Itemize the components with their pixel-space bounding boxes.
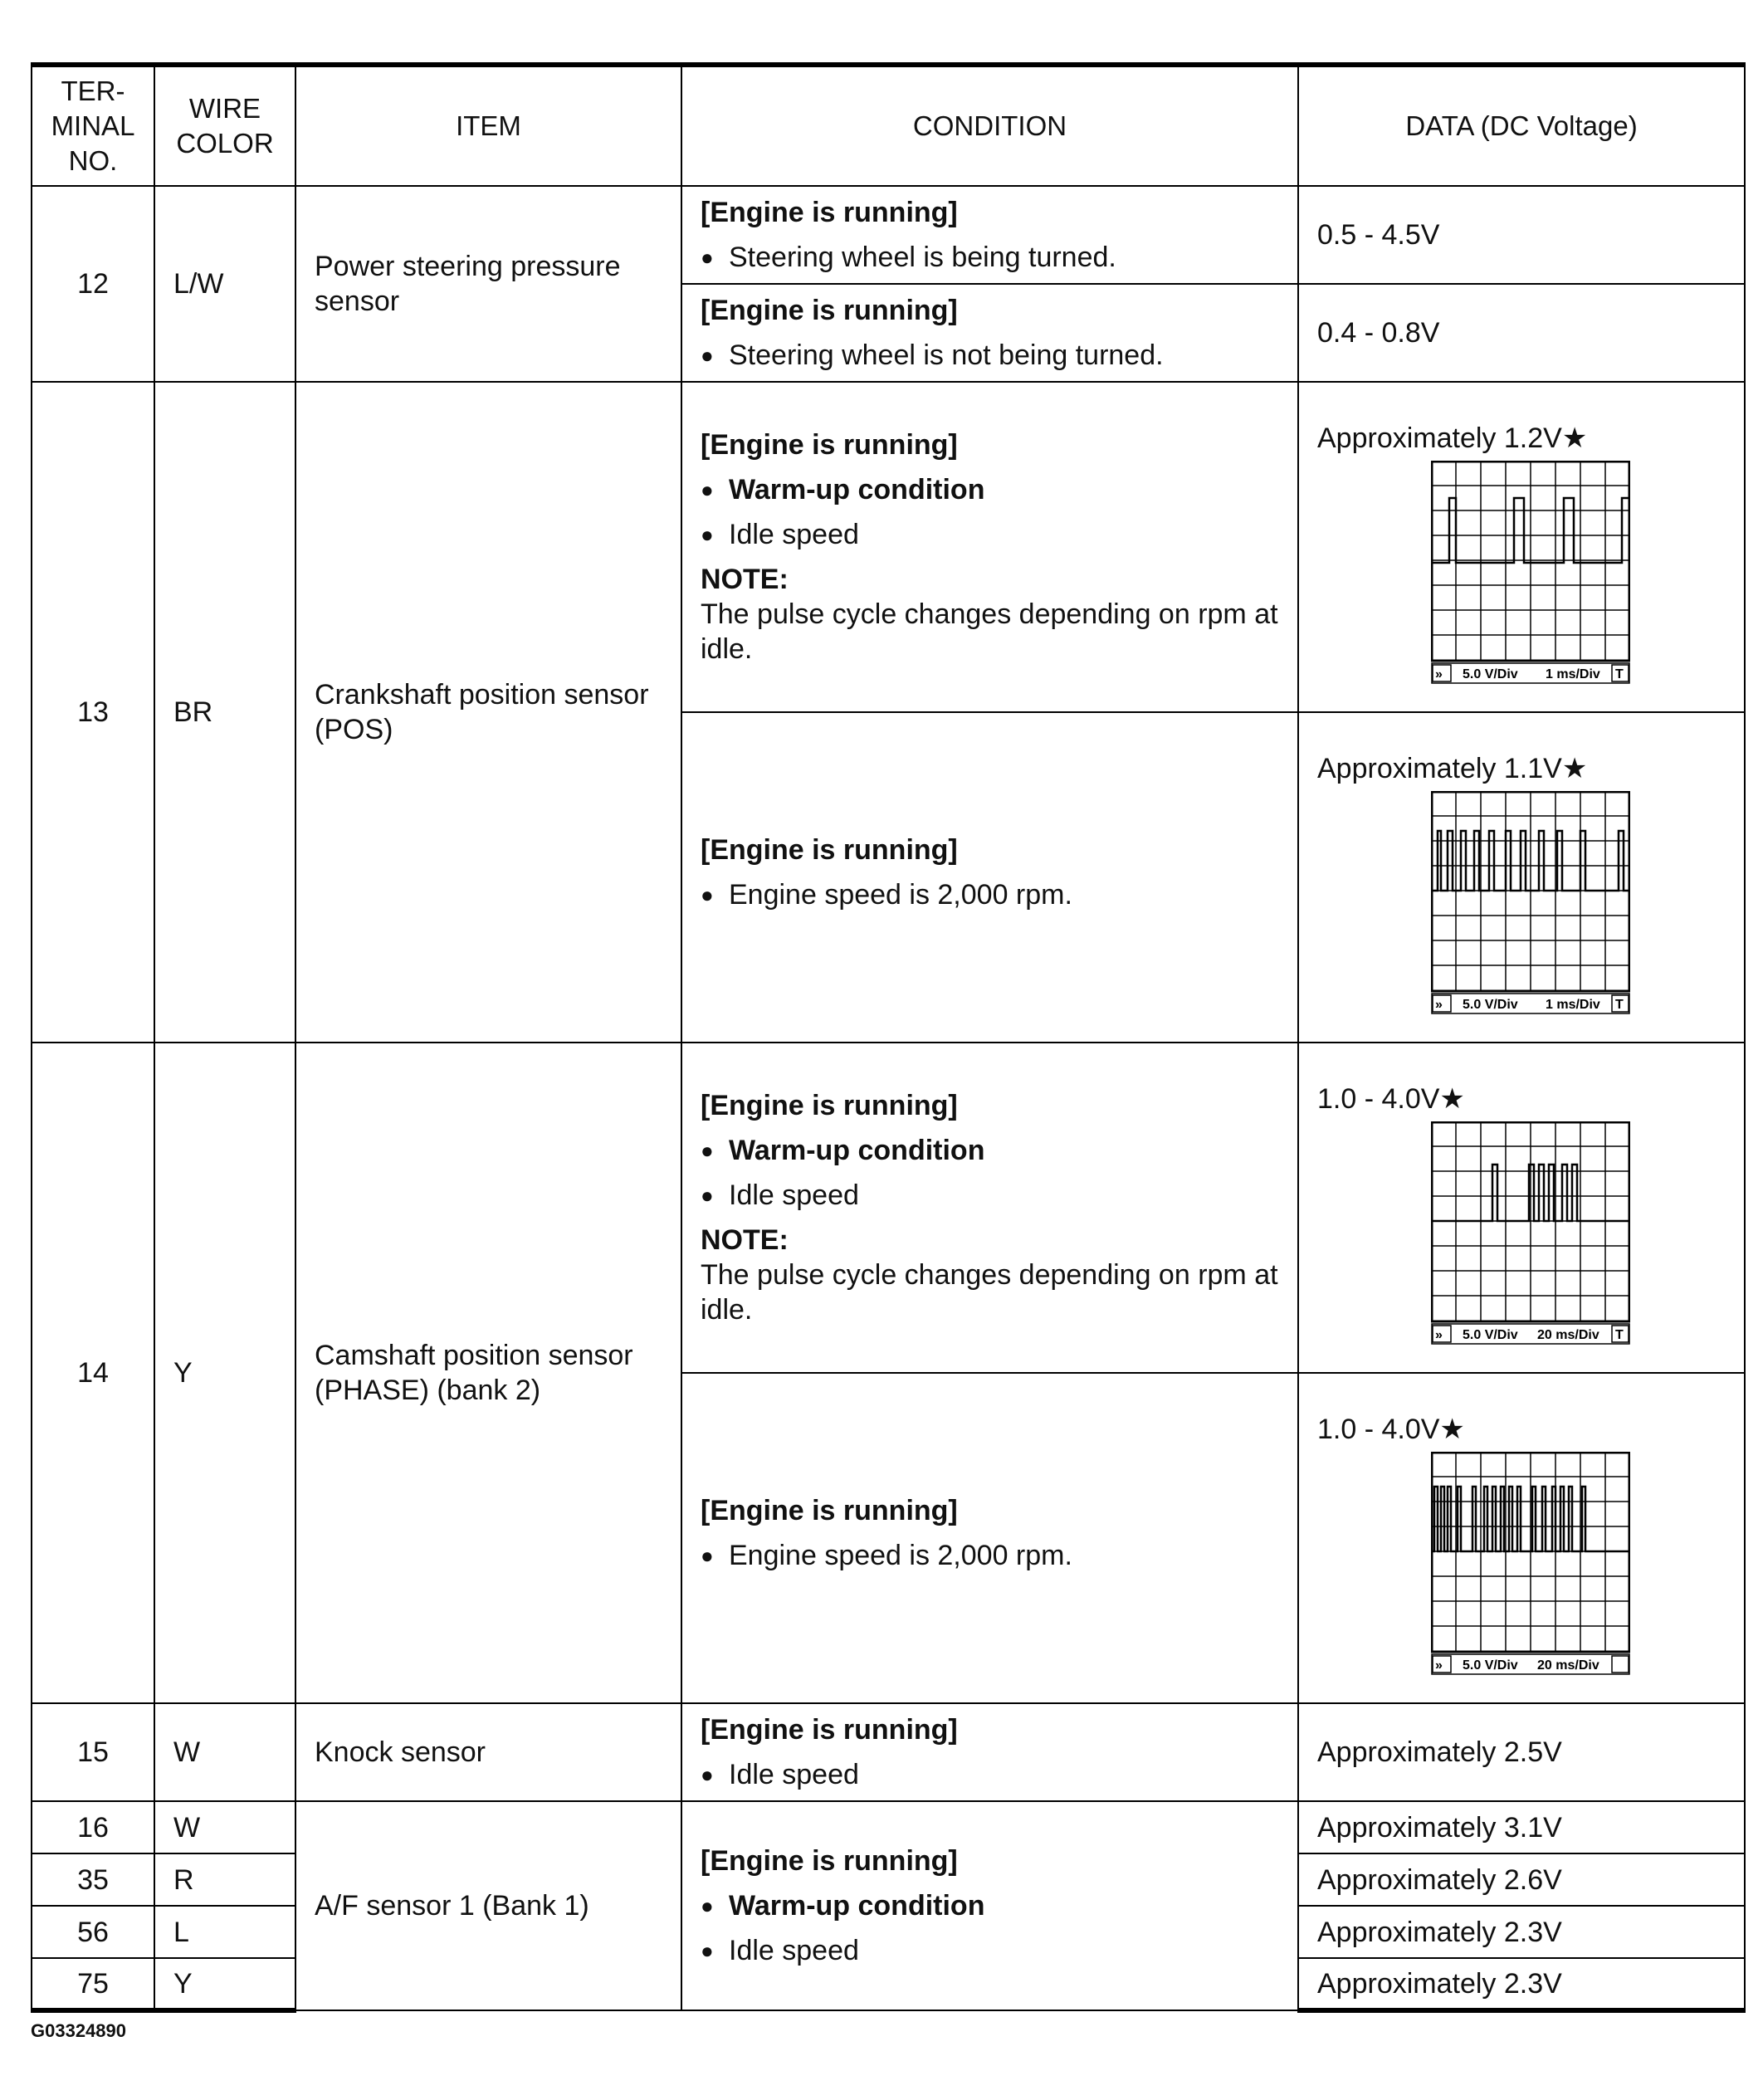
- star-icon: ★: [1439, 1083, 1465, 1115]
- terminal-cell: 13: [32, 382, 154, 1043]
- scope-arrow-icon: »: [1435, 1658, 1443, 1673]
- wire-color-cell: W: [154, 1703, 295, 1801]
- table-row: [32, 186, 1745, 284]
- condition-cell: [681, 1801, 1298, 2010]
- scope-trigger-icon: T: [1615, 667, 1624, 681]
- wire-color-cell: BR: [154, 382, 295, 1043]
- scope-scale-bar: [1432, 663, 1629, 683]
- header-item: ITEM: [295, 65, 681, 186]
- condition-bullet: ● Warm-up condition: [701, 472, 1281, 507]
- wire-color-cell: Y: [154, 1043, 295, 1703]
- table-row: [32, 1043, 1745, 1373]
- table-row: [32, 1801, 1745, 1853]
- item-cell: Crankshaft position sensor (POS): [295, 382, 681, 1043]
- terminal-cell: 12: [32, 186, 154, 382]
- data-cell: 0.5 - 4.5V: [1298, 186, 1745, 284]
- header-wire-color: [154, 65, 295, 186]
- data-value: Approximately 1.1V: [1317, 753, 1562, 784]
- data-cell: Approximately 2.3V: [1298, 1906, 1745, 1958]
- note-label: NOTE:: [701, 1224, 789, 1256]
- scope-trigger-icon: T: [1615, 1328, 1624, 1342]
- data-cell: Approximately 2.5V: [1298, 1703, 1745, 1801]
- condition-bullet: ● Warm-up condition: [701, 1133, 1281, 1168]
- condition-cell: [681, 712, 1298, 1043]
- data-cell: Approximately 3.1V: [1298, 1801, 1745, 1853]
- header-terminal: [32, 65, 154, 186]
- condition-bullet: ● Steering wheel is not being turned.: [701, 338, 1281, 373]
- note-text: The pulse cycle changes depending on rpm at idle.: [701, 598, 1278, 665]
- header-wire-line1: WIRE: [188, 93, 261, 124]
- condition-bullet: ● Engine speed is 2,000 rpm.: [701, 1538, 1281, 1573]
- terminal-data-table: [31, 62, 1746, 2013]
- scope-time-per-div: 20 ms/Div: [1537, 1658, 1599, 1673]
- star-icon: ★: [1561, 422, 1588, 454]
- condition-cell: [681, 382, 1298, 712]
- star-icon: ★: [1439, 1414, 1465, 1445]
- condition-heading: [Engine is running]: [701, 1714, 958, 1746]
- wire-color-cell: L/W: [154, 186, 295, 382]
- scope-scale-bar: [1432, 1324, 1629, 1344]
- condition-bullet: ● Engine speed is 2,000 rpm.: [701, 877, 1281, 912]
- data-cell: [1298, 1043, 1745, 1373]
- data-cell: [1298, 1373, 1745, 1703]
- condition-cell: [681, 1703, 1298, 1801]
- wire-color-cell: L: [154, 1906, 295, 1958]
- header-terminal-line1: TER-: [61, 76, 125, 106]
- condition-cell: [681, 284, 1298, 382]
- condition-bullet: ● Idle speed: [701, 1757, 1281, 1792]
- terminal-cell: 56: [32, 1906, 154, 1958]
- header-terminal-line2: MINAL: [51, 110, 135, 141]
- table-row: [32, 1703, 1745, 1801]
- table-row: [32, 382, 1745, 712]
- terminal-cell: 75: [32, 1958, 154, 2010]
- condition-cell: [681, 186, 1298, 284]
- item-cell: Knock sensor: [295, 1703, 681, 1801]
- condition-bullet: ● Warm-up condition: [701, 1888, 1281, 1923]
- data-value: Approximately 1.2V: [1317, 422, 1562, 454]
- oscilloscope-waveform: [1431, 1121, 1630, 1345]
- condition-heading: [Engine is running]: [701, 834, 958, 866]
- note-label: NOTE:: [701, 564, 789, 595]
- scope-volts-per-div: 5.0 V/Div: [1463, 1328, 1518, 1342]
- scope-scale-bar: [1432, 1654, 1629, 1674]
- condition-bullet: ● Idle speed: [701, 517, 1281, 552]
- condition-bullet: ● Idle speed: [701, 1933, 1281, 1968]
- item-cell: Camshaft position sensor (PHASE) (bank 2): [295, 1043, 681, 1703]
- data-cell: Approximately 2.3V: [1298, 1958, 1745, 2010]
- oscilloscope-grid: [1432, 462, 1629, 661]
- condition-heading: [Engine is running]: [701, 1845, 958, 1877]
- header-condition: CONDITION: [681, 65, 1298, 186]
- wire-color-cell: R: [154, 1853, 295, 1906]
- scope-time-per-div: 1 ms/Div: [1546, 667, 1600, 681]
- condition-heading: [Engine is running]: [701, 1090, 958, 1121]
- terminal-cell: 14: [32, 1043, 154, 1703]
- scope-time-per-div: 1 ms/Div: [1546, 998, 1600, 1012]
- wire-color-cell: W: [154, 1801, 295, 1853]
- item-cell: A/F sensor 1 (Bank 1): [295, 1801, 681, 2010]
- data-cell: [1298, 382, 1745, 712]
- figure-code: G03324890: [31, 2020, 126, 2041]
- header-wire-line2: COLOR: [176, 128, 274, 159]
- item-cell: Power steering pressure sensor: [295, 186, 681, 382]
- data-cell: [1298, 712, 1745, 1043]
- scope-volts-per-div: 5.0 V/Div: [1463, 667, 1518, 681]
- scope-volts-per-div: 5.0 V/Div: [1463, 998, 1518, 1012]
- oscilloscope-waveform: [1431, 791, 1630, 1015]
- scope-scale-bar: [1432, 994, 1629, 1013]
- condition-bullet: ● Idle speed: [701, 1178, 1281, 1213]
- scope-volts-per-div: 5.0 V/Div: [1463, 1658, 1518, 1673]
- scope-arrow-icon: »: [1435, 667, 1443, 681]
- wire-color-cell: Y: [154, 1958, 295, 2010]
- condition-cell: [681, 1043, 1298, 1373]
- note-text: The pulse cycle changes depending on rpm at idle.: [701, 1259, 1278, 1326]
- header-data: DATA (DC Voltage): [1298, 65, 1745, 186]
- scope-trigger-icon: T: [1615, 998, 1624, 1012]
- scope-arrow-icon: »: [1435, 998, 1443, 1012]
- oscilloscope-waveform: [1431, 461, 1630, 685]
- terminal-cell: 15: [32, 1703, 154, 1801]
- condition-cell: [681, 1373, 1298, 1703]
- terminal-cell: 35: [32, 1853, 154, 1906]
- terminal-cell: 16: [32, 1801, 154, 1853]
- data-value: 1.0 - 4.0V: [1317, 1414, 1440, 1445]
- condition-heading: [Engine is running]: [701, 197, 958, 228]
- data-value: 1.0 - 4.0V: [1317, 1083, 1440, 1115]
- header-terminal-line3: NO.: [68, 145, 118, 176]
- scope-time-per-div: 20 ms/Div: [1537, 1328, 1599, 1342]
- star-icon: ★: [1561, 753, 1588, 784]
- condition-heading: [Engine is running]: [701, 429, 958, 461]
- data-cell: Approximately 2.6V: [1298, 1853, 1745, 1906]
- oscilloscope-waveform: [1431, 1452, 1630, 1676]
- condition-bullet: ● Steering wheel is being turned.: [701, 240, 1281, 275]
- scope-arrow-icon: »: [1435, 1328, 1443, 1342]
- data-cell: 0.4 - 0.8V: [1298, 284, 1745, 382]
- condition-heading: [Engine is running]: [701, 1495, 958, 1526]
- condition-heading: [Engine is running]: [701, 295, 958, 326]
